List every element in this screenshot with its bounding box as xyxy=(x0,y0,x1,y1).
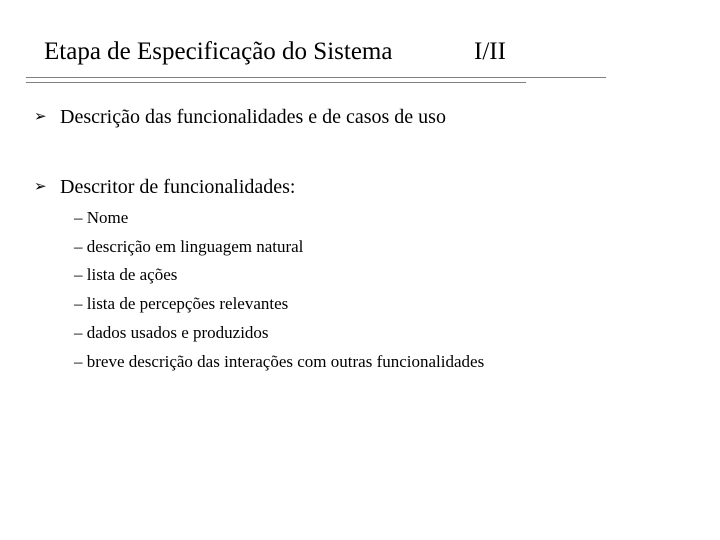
bullet-text: Descritor de funcionalidades: xyxy=(60,176,296,198)
sub-item: – descrição em linguagem natural xyxy=(74,236,304,256)
sub-item: – lista de percepções relevantes xyxy=(74,294,289,314)
title-divider-top xyxy=(26,77,606,78)
sub-item: – lista de ações xyxy=(74,265,178,285)
bullet-text: Descrição das funcionalidades e de casos de uso xyxy=(60,106,446,128)
arrow-bullet-icon: ➢ xyxy=(34,177,47,195)
bullet-item-descritor xyxy=(34,171,295,202)
arrow-bullet-icon: ➢ xyxy=(34,107,47,125)
sub-item: – dados usados e produzidos xyxy=(74,322,269,342)
slide-title: Etapa de Especificação do Sistema xyxy=(44,38,393,65)
bullet-item-descricao xyxy=(34,101,446,132)
sub-item: – Nome xyxy=(74,208,129,227)
title-divider-bottom xyxy=(26,82,526,83)
sub-item-list xyxy=(74,204,484,376)
sub-item: – breve descrição das interações com outras funcionalidades xyxy=(74,351,485,371)
page-marker: I/II xyxy=(474,38,506,65)
